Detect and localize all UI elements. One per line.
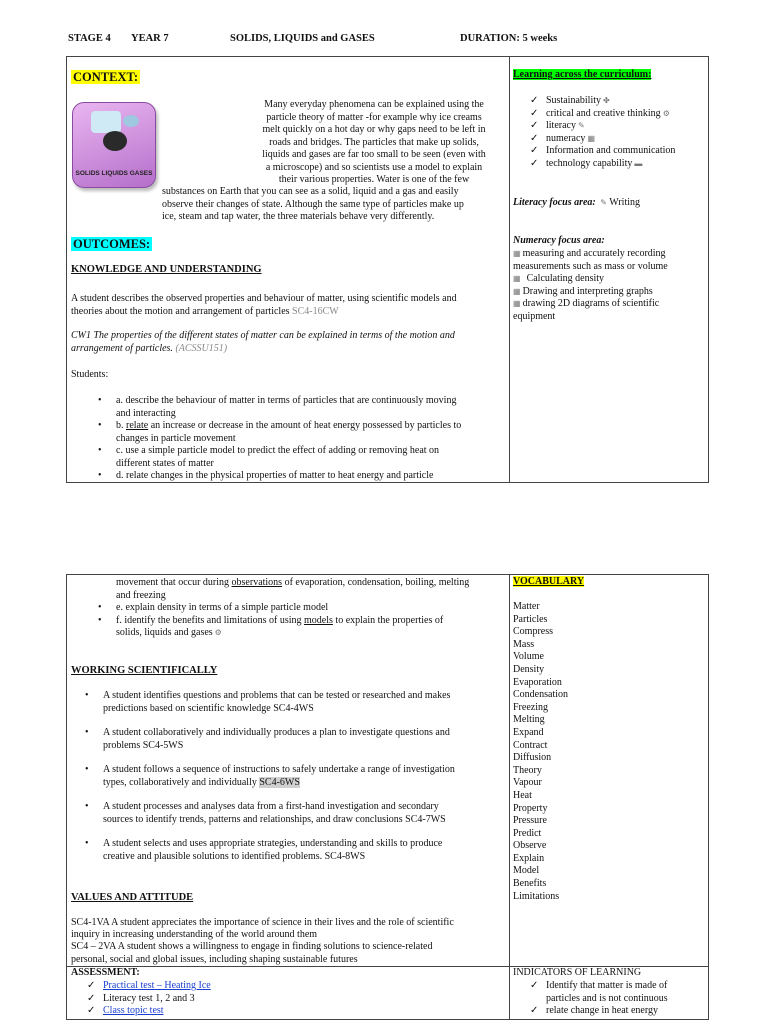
cw1-statement: CW1 The properties of the different states of matter can be explained in terms of the motion and arrangement of particles. (ACSSU151) [71, 330, 455, 354]
list-item [103, 980, 211, 993]
sustainability-icon: ✤ [603, 96, 610, 105]
vocabulary-heading: VOCABULARY [513, 576, 585, 587]
duration-label: DURATION: 5 weeks [460, 33, 558, 44]
topic-title: SOLIDS, LIQUIDS and GASES [230, 33, 375, 44]
list-item: Model [513, 865, 540, 877]
list-item: ✓ Literacy test 1, 2 and 3 [103, 993, 211, 1006]
list-item: • c. use a simple particle model to predict the effect of adding or removing heat on different states of matter [116, 445, 506, 470]
list-item: Pressure [513, 815, 547, 827]
outcomes-heading: OUTCOMES: [73, 237, 151, 251]
outcome-list-continued [116, 602, 506, 640]
list-item: Evaporation [513, 676, 562, 688]
list-item: Melting [513, 714, 545, 726]
list-item: ✓ numeracy ▦ [546, 133, 706, 146]
curriculum-list [546, 95, 706, 171]
knowledge-understanding-heading: KNOWLEDGE AND UNDERSTANDING [71, 264, 262, 275]
list-item: Expand [513, 726, 544, 738]
practical-test-link[interactable]: Practical test – Heating Ice [103, 980, 211, 991]
outcome-list [116, 395, 506, 483]
list-item: • A student processes and analyses data from a first-hand investigation and secondary sources to identify trends, patterns and relationships, and draw conclusions SC4-7WS [103, 801, 503, 826]
list-item: Theory [513, 764, 542, 776]
list-item: Predict [513, 827, 542, 839]
indicators-heading: INDICATORS OF LEARNING [513, 967, 642, 978]
list-item: • e. explain density in terms of a simple particle model [116, 602, 506, 615]
column-divider [509, 57, 510, 482]
list-item: Particles [513, 613, 548, 625]
list-item: ✓ literacy ✎ [546, 120, 706, 133]
list-item: • A student collaboratively and individually produces a plan to investigate questions and problems SC4-5WS [103, 727, 503, 752]
context-heading: CONTEXT: [73, 70, 139, 84]
list-item: • A student identifies questions and problems that can be tested or researched and makes predictions based on scientific knowledge SC4-4WS [103, 690, 503, 715]
list-item: • a. describe the behaviour of matter in terms of particles that are continuously moving and interacting [116, 395, 506, 420]
stage-label: STAGE 4 [68, 33, 111, 44]
literacy-focus: Literacy focus area: ✎ Writing [513, 197, 640, 208]
list-item: ✓ Sustainability ✤ [546, 95, 706, 108]
calculator-icon: ▦ [513, 249, 521, 258]
year-label: YEAR 7 [131, 33, 169, 44]
curriculum-heading: Learning across the curriculum: [513, 69, 652, 80]
class-topic-test-link[interactable]: Class topic test [103, 1005, 164, 1016]
list-item: Density [513, 663, 545, 675]
list-item: Limitations [513, 890, 560, 902]
computer-icon: ▬ [634, 158, 643, 168]
numeracy-focus-heading: Numeracy focus area: [513, 235, 605, 246]
list-item: ✓ critical and creative thinking ⚙ [546, 108, 706, 121]
list-item: Observe [513, 840, 547, 852]
list-item [103, 1005, 211, 1018]
outcome-continuation: movement that occur during observations of evaporation, condensation, boiling, melting and freezing [116, 577, 470, 601]
solids-liquids-gases-logo: SOLIDS LIQUIDS GASES [72, 102, 156, 188]
calculator-icon: ▦ [513, 274, 521, 284]
list-item: Property [513, 802, 548, 814]
list-item: Explain [513, 852, 545, 864]
list-item: • b. relate an increase or decrease in the amount of heat energy possessed by particles to changes in particle movement [116, 420, 506, 445]
context-paragraph: Many everyday phenomena can be explained using the particle theory of matter -for example why ice creams melt quickly on a hot day or why gaps need to be left in roads and bridges. The particles that make up solids, liquids and gases are far too small to be seen (even with a microscope) and so scientists use a model to explain their various properties. Water is one of the few [262, 99, 486, 185]
list-item: Freezing [513, 701, 548, 713]
assessment-heading: ASSESSMENT: [71, 967, 140, 978]
working-scientifically-heading: WORKING SCIENTIFICALLY [71, 665, 218, 676]
list-item: • A student follows a sequence of instructions to safely undertake a range of investigation types, collaboratively and individually SC4-6WS [103, 764, 503, 789]
calculator-icon: ▦ [513, 286, 521, 296]
list-item: Compress [513, 626, 553, 638]
calculator-icon: ▦ [513, 299, 521, 309]
list-item: ✓ relate change in heat energy [546, 1005, 668, 1018]
gears-icon: ⚙ [214, 628, 222, 637]
list-item: • f. identify the benefits and limitations of using models to explain the properties of solids, liquids and gases ⚙ [116, 615, 506, 640]
list-item: Benefits [513, 878, 547, 890]
pen-icon: ✎ [600, 198, 607, 207]
vocabulary-list [513, 601, 568, 903]
assessment-list [103, 980, 211, 1018]
context-paragraph-tail: substances on Earth that you can see as a solid, liquid and a gas and easily observe their changes of state. Although the same type of particles make up ice, steam and tap water, the three materials behave very differently. [162, 186, 464, 222]
list-item: • A student selects and uses appropriate strategies, understanding and skills to produce creative and plausible solutions to identified problems. SC4-8WS [103, 838, 503, 863]
list-item: ✓ technology capability ▬ [546, 158, 706, 171]
numeracy-focus-list: ▦ measuring and accurately recording measurements such as mass or volume ▦ Calculating density ▦ Drawing and interpreting graphs ▦ drawing 2D diagrams of scientific equipment [513, 248, 668, 322]
gears-icon: ⚙ [662, 108, 670, 118]
list-item: Heat [513, 789, 532, 801]
list-item: Matter [513, 601, 540, 612]
indicators-list [546, 980, 668, 1018]
ku-outcome: A student describes the observed properties and behaviour of matter, using scientific models and theories about the motion and arrangement of particles SC4-16CW [71, 293, 457, 317]
list-item: Condensation [513, 689, 568, 701]
list-item: Contract [513, 739, 548, 751]
list-item: ✓ Information and communication [546, 145, 706, 158]
values-attitude-heading: VALUES AND ATTITUDE [71, 892, 194, 903]
working-scientifically-list [103, 690, 503, 863]
calculator-icon: ▦ [587, 133, 595, 143]
list-item: Volume [513, 651, 544, 663]
students-label: Students: [71, 369, 109, 380]
list-item: Vapour [513, 777, 542, 789]
list-item: • d. relate changes in the physical properties of matter to heat energy and particle [116, 470, 506, 483]
list-item: Diffusion [513, 752, 552, 764]
list-item: ✓ Identify that matter is made of particles and is not continuous [546, 980, 668, 1005]
pen-icon: ✎ [577, 121, 585, 131]
values-attitude-text: SC4-1VA A student appreciates the importance of science in their lives and the role of scientific inquiry in increasing understanding of the world around them SC4 – 2VA A student shows a willingness to engage in finding solutions to science-related personal, social and global issues, including shaping sustainable futures [71, 917, 454, 965]
list-item: Mass [513, 638, 535, 650]
